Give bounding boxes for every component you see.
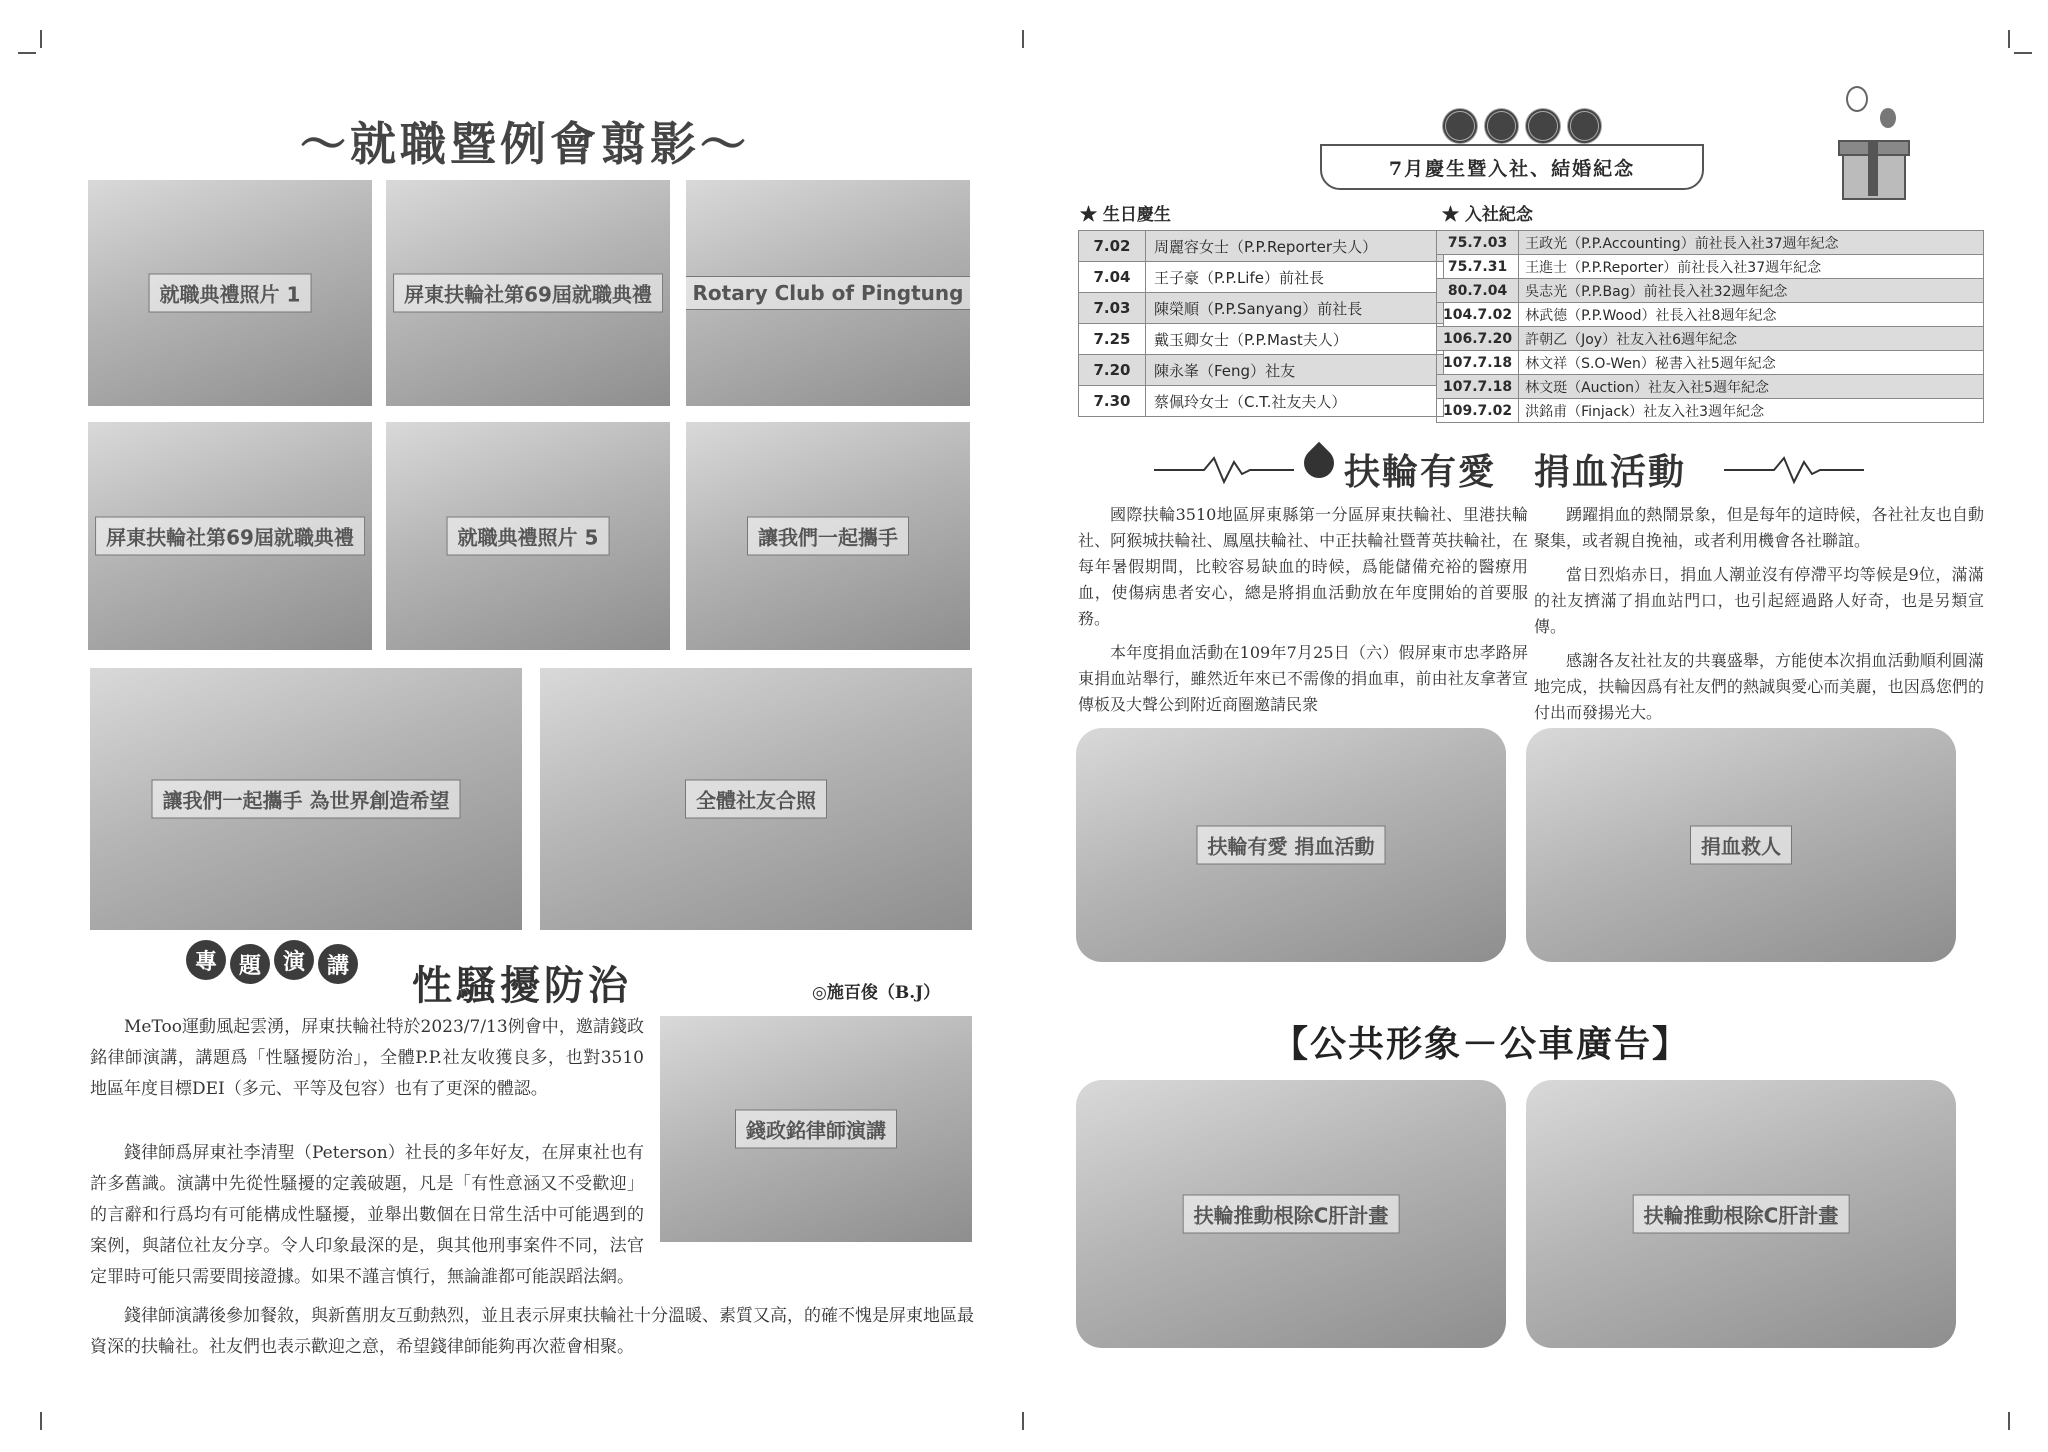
table-row: [1079, 262, 1444, 293]
table-row: [1437, 255, 1984, 279]
talk-text-bottom: [90, 1138, 974, 1371]
date-cell: 106.7.20: [1437, 327, 1519, 351]
name-cell: 王進士（P.P.Reporter）前社長入社37週年紀念: [1519, 255, 1984, 279]
photo: [1076, 1080, 1506, 1348]
badge-char: 專: [186, 940, 226, 980]
photo-caption: 讓我們一起攜手: [747, 517, 909, 556]
flower-row: [1442, 108, 1602, 142]
membership-heading-label: 入社紀念: [1464, 205, 1533, 225]
blood-text-col1: [1078, 502, 1528, 726]
photo: [1526, 728, 1956, 962]
date-cell: 7.02: [1079, 231, 1146, 262]
photo-caption: 扶輪推動根除C肝計畫: [1183, 1195, 1400, 1234]
table-row: [1437, 399, 1984, 423]
photo: [686, 422, 970, 650]
heartbeat-line-icon: [1154, 452, 1294, 488]
badge-char: 題: [230, 944, 270, 984]
photo-caption: 就職典禮照片 1: [149, 274, 312, 313]
name-cell: 王子豪（P.P.Life）前社長: [1146, 262, 1444, 293]
photo-caption: 捐血救人: [1690, 826, 1792, 865]
name-cell: 周麗容女士（P.P.Reporter夫人）: [1146, 231, 1444, 262]
banner: [1320, 144, 1704, 190]
date-cell: 104.7.02: [1437, 303, 1519, 327]
name-cell: 王政光（P.P.Accounting）前社長入社37週年紀念: [1519, 231, 1984, 255]
photo-caption: 讓我們一起攜手 為世界創造希望: [152, 780, 461, 819]
gift-icon: [1826, 72, 1926, 202]
photo: [88, 422, 372, 650]
table-row: [1079, 324, 1444, 355]
badge-char: 講: [318, 944, 358, 984]
flower-icon: [1442, 108, 1478, 144]
table-row: [1437, 375, 1984, 399]
date-cell: 7.20: [1079, 355, 1146, 386]
photo: [1076, 728, 1506, 962]
talk-text-top: [90, 1012, 644, 1113]
heartbeat-line-icon: [1724, 452, 1864, 488]
badge-char: 演: [274, 940, 314, 980]
name-cell: 洪銘甫（Finjack）社友入社3週年紀念: [1519, 399, 1984, 423]
paragraph: 錢律師爲屏東社李清聖（Peterson）社長的多年好友，在屏東社也有許多舊識。演講中先從性騷擾的定義破題，凡是「有性意涵又不受歡迎」的言辭和行爲均有可能構成性騷擾，並舉出數個在日常生活中可能遇到的案例，與諸位社友分享。令人印象最深的是，與其他刑事案件不同，法官定罪時可能只需要間接證據。如果不謹言慎行，無論誰都可能誤蹈法網。: [90, 1143, 644, 1287]
date-cell: 75.7.31: [1437, 255, 1519, 279]
paragraph: 踴躍捐血的熱鬧景象，但是每年的這時候，各社社友也自動聚集，或者親自挽袖，或者利用機會各社聯誼。: [1534, 505, 1984, 550]
table-row: [1437, 279, 1984, 303]
name-cell: 林文珽（Auction）社友入社5週年紀念: [1519, 375, 1984, 399]
photo-caption: 屏東扶輪社第69屆就職典禮: [393, 274, 663, 313]
date-cell: 75.7.03: [1437, 231, 1519, 255]
photo-caption: 全體社友合照: [685, 780, 827, 819]
talk-author: ◎施百俊（B.J）: [812, 983, 941, 1003]
table-row: [1437, 231, 1984, 255]
name-cell: 戴玉卿女士（P.P.Mast夫人）: [1146, 324, 1444, 355]
photo: [88, 180, 372, 406]
table-row: [1437, 303, 1984, 327]
photo-caption: 屏東扶輪社第69屆就職典禮: [95, 517, 365, 556]
date-cell: 7.30: [1079, 386, 1146, 417]
paragraph: 感謝各友社社友的共襄盛舉，方能使本次捐血活動順利圓滿地完成，扶輪因爲有社友們的熱誠與愛心而美麗，也因爲您們的付出而發揚光大。: [1534, 651, 1984, 722]
flower-icon: [1484, 108, 1520, 144]
table-row: [1079, 231, 1444, 262]
date-cell: 109.7.02: [1437, 399, 1519, 423]
paragraph: 本年度捐血活動在109年7月25日（六）假屏東市忠孝路屏東捐血站舉行，雖然近年來已不需像的捐血車，前由社友拿著宣傳板及大聲公到附近商圈邀請民衆: [1078, 643, 1528, 714]
name-cell: 陳榮順（P.P.Sanyang）前社長: [1146, 293, 1444, 324]
date-cell: 7.03: [1079, 293, 1146, 324]
photo-caption: Rotary Club of Pingtung: [686, 276, 970, 310]
name-cell: 陳永峯（Feng）社友: [1146, 355, 1444, 386]
date-cell: 107.7.18: [1437, 351, 1519, 375]
date-cell: 107.7.18: [1437, 375, 1519, 399]
table-row: [1437, 327, 1984, 351]
photo-caption: 就職典禮照片 5: [447, 517, 610, 556]
birthday-heading-label: 生日慶生: [1102, 205, 1171, 225]
date-cell: 7.25: [1079, 324, 1146, 355]
blood-title: 扶輪有愛 捐血活動: [1344, 452, 1687, 493]
talk-badge: [186, 940, 358, 984]
flower-icon: [1567, 108, 1603, 144]
photo: [386, 180, 670, 406]
star-icon: ★: [1442, 205, 1459, 225]
section-title: ～就職暨例會翦影～: [300, 117, 750, 171]
name-cell: 吳志光（P.P.Bag）前社長入社32週年紀念: [1519, 279, 1984, 303]
photo-caption: 錢政銘律師演講: [735, 1110, 897, 1149]
photo: [686, 180, 970, 406]
star-icon: ★: [1080, 205, 1097, 225]
table-row: [1437, 351, 1984, 375]
table-row: [1079, 293, 1444, 324]
photo: [1526, 1080, 1956, 1348]
paragraph: MeToo運動風起雲湧，屏東扶輪社特於2023/7/13例會中，邀請錢政銘律師演講，講題爲「性騷擾防治」，全體P.P.社友收獲良多，也對3510地區年度目標DEI（多元、平等及包容）也有了更深的體認。: [90, 1017, 644, 1099]
membership-table: [1436, 230, 1984, 423]
paragraph: 錢律師演講後參加餐敘，與新舊朋友互動熱烈，並且表示屏東扶輪社十分溫暖、素質又高，的確不愧是屏東地區最資深的扶輪社。社友們也表示歡迎之意，希望錢律師能夠再次蒞會相聚。: [90, 1306, 974, 1357]
talk-title: 性騷擾防治: [412, 962, 632, 1009]
blood-drop-icon: [1298, 442, 1340, 484]
photo: [90, 668, 522, 930]
name-cell: 林文祥（S.O-Wen）秘書入社5週年紀念: [1519, 351, 1984, 375]
name-cell: 蔡佩玲女士（C.T.社友夫人）: [1146, 386, 1444, 417]
name-cell: 許朝乙（Joy）社友入社6週年紀念: [1519, 327, 1984, 351]
bus-title: 【公共形象－公車廣告】: [1272, 1024, 1691, 1065]
date-cell: 80.7.04: [1437, 279, 1519, 303]
table-row: [1079, 355, 1444, 386]
paragraph: 當日烈焰赤日，捐血人潮並沒有停滯平均等候是9位，滿滿的社友擠滿了捐血站門口，也引起經過路人好奇，也是另類宣傳。: [1534, 565, 1984, 636]
photo-caption: 扶輪有愛 捐血活動: [1197, 826, 1386, 865]
table-row: [1079, 386, 1444, 417]
flower-icon: [1525, 108, 1561, 144]
blood-text-col2: [1534, 502, 1984, 734]
photo: [540, 668, 972, 930]
paragraph: 國際扶輪3510地區屏東縣第一分區屏東扶輪社、里港扶輪社、阿猴城扶輪社、鳳凰扶輪社、中正扶輪社暨菁英扶輪社，在每年暑假期間，比較容易缺血的時候，爲能儲備充裕的醫療用血，使傷病患者安心，總是將捐血活動放在年度開始的首要服務。: [1078, 505, 1528, 628]
membership-heading: [1442, 200, 1533, 225]
photo: [386, 422, 670, 650]
birthday-table: [1078, 230, 1444, 417]
right-page: [1024, 0, 2048, 1452]
birthday-heading: [1080, 200, 1171, 225]
date-cell: 7.04: [1079, 262, 1146, 293]
name-cell: 林武德（P.P.Wood）社長入社8週年紀念: [1519, 303, 1984, 327]
photo-caption: 扶輪推動根除C肝計畫: [1633, 1195, 1850, 1234]
banner-title: 7月慶生暨入社、結婚紀念: [1388, 157, 1636, 180]
